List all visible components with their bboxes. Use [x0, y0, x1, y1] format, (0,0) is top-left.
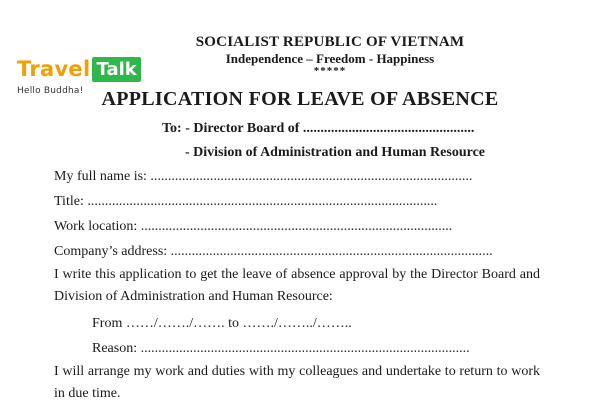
- company-address-field: Company’s address: ............................................................................................: [54, 244, 493, 259]
- logo-travel-text: Travel: [17, 57, 91, 81]
- title-field: Title: ....................................................................................................: [54, 194, 438, 209]
- commitment-paragraph: I will arrange my work and duties with my colleagues and undertake to return to work in due time.: [54, 364, 540, 401]
- document-title: APPLICATION FOR LEAVE OF ABSENCE: [101, 88, 499, 110]
- work-location-field: Work location: .........................................................................................: [54, 219, 453, 234]
- reason-field: Reason: ..............................................................................................: [92, 341, 470, 356]
- logo-tagline: Hello Buddha!: [17, 86, 84, 96]
- request-paragraph: I write this application to get the leave of absence approval by the Director Board and Division of Administration and Human Resource:: [54, 267, 540, 304]
- country-name: SOCIALIST REPUBLIC OF VIETNAM: [195, 34, 465, 50]
- stars-divider: *****: [313, 65, 347, 77]
- logo-talk-badge: Talk: [92, 57, 140, 82]
- full-name-field: My full name is: ............................................................................................: [54, 169, 473, 184]
- logo-wordmark: [17, 56, 141, 82]
- national-motto: Independence – Freedom - Happiness: [225, 51, 435, 66]
- date-range-field: From ……/……./……. to ……./……../……..: [92, 316, 352, 331]
- addressee-line-2: - Division of Administration and Human Resource: [185, 145, 485, 160]
- addressee-line-1: To: - Director Board of .................................................: [162, 121, 475, 136]
